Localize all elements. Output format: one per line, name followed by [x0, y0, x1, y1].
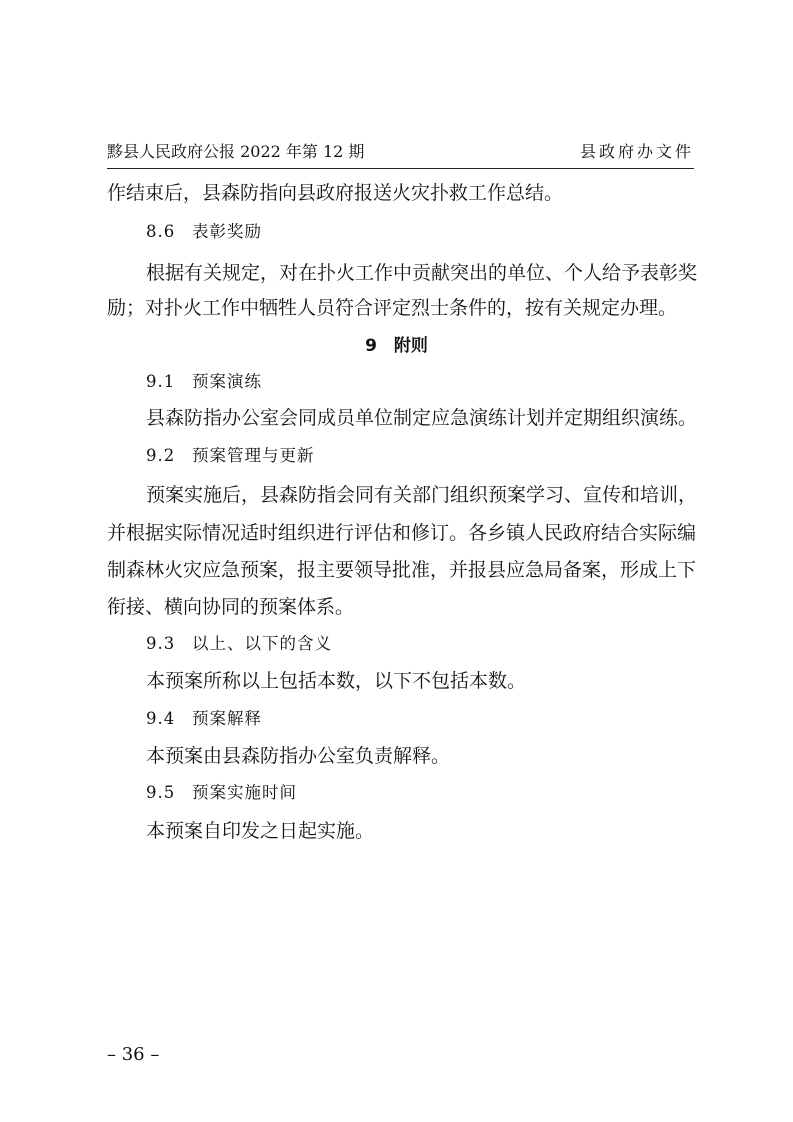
page-number: – 36 – [107, 1044, 160, 1065]
section-number: 9.5 [146, 783, 176, 802]
section-number: 9.1 [146, 372, 176, 391]
section-heading-9-4 [146, 705, 262, 729]
paragraph-line: 制森林火灾应急预案，报主要领导批准，并报县应急局备案，形成上下 [107, 559, 697, 581]
section-title: 预案演练 [192, 372, 262, 391]
paragraph-line: 励；对扑火工作中牺牲人员符合评定烈士条件的，按有关规定办理。 [107, 297, 678, 319]
section-number: 9.3 [146, 634, 176, 653]
paragraph-line: 作结束后，县森防指向县政府报送火灾扑救工作总结。 [107, 182, 564, 204]
section-title: 预案解释 [192, 709, 262, 728]
paragraph-line: 本预案由县森防指办公室负责解释。 [146, 745, 451, 767]
gazette-title: 黟县人民政府公报 2022 年第 12 期 [107, 142, 365, 161]
section-number: 9.2 [146, 446, 176, 465]
section-title: 预案管理与更新 [192, 446, 315, 465]
paragraph-line: 本预案自印发之日起实施。 [146, 820, 375, 842]
section-heading-8-6 [146, 218, 262, 242]
section-heading-9-5 [146, 779, 297, 803]
paragraph-line: 预案实施后，县森防指会同有关部门组织预案学习、宣传和培训， [146, 484, 698, 506]
paragraph-line: 本预案所称以上包括本数，以下不包括本数。 [146, 670, 527, 692]
section-title: 以上、以下的含义 [192, 634, 332, 653]
section-heading-9-2 [146, 442, 315, 466]
paragraph-line: 并根据实际情况适时组织进行评估和修订。各乡镇人民政府结合实际编 [107, 522, 697, 544]
paragraph-line: 根据有关规定，对在扑火工作中贡献突出的单位、个人给予表彰奖 [146, 262, 698, 284]
paragraph-line: 县森防指办公室会同成员单位制定应急演练计划并定期组织演练。 [146, 407, 698, 429]
section-title: 预案实施时间 [192, 783, 297, 802]
section-heading-9-3 [146, 630, 332, 654]
section-heading-9-1 [146, 368, 262, 392]
section-number: 9.4 [146, 709, 176, 728]
document-category: 县政府办文件 [579, 142, 694, 161]
section-number: 8.6 [146, 222, 176, 241]
chapter-title: 9 附则 [365, 336, 428, 356]
paragraph-line: 衔接、横向协同的预案体系。 [107, 596, 355, 618]
section-title: 表彰奖励 [192, 222, 262, 241]
page-header [107, 138, 694, 169]
